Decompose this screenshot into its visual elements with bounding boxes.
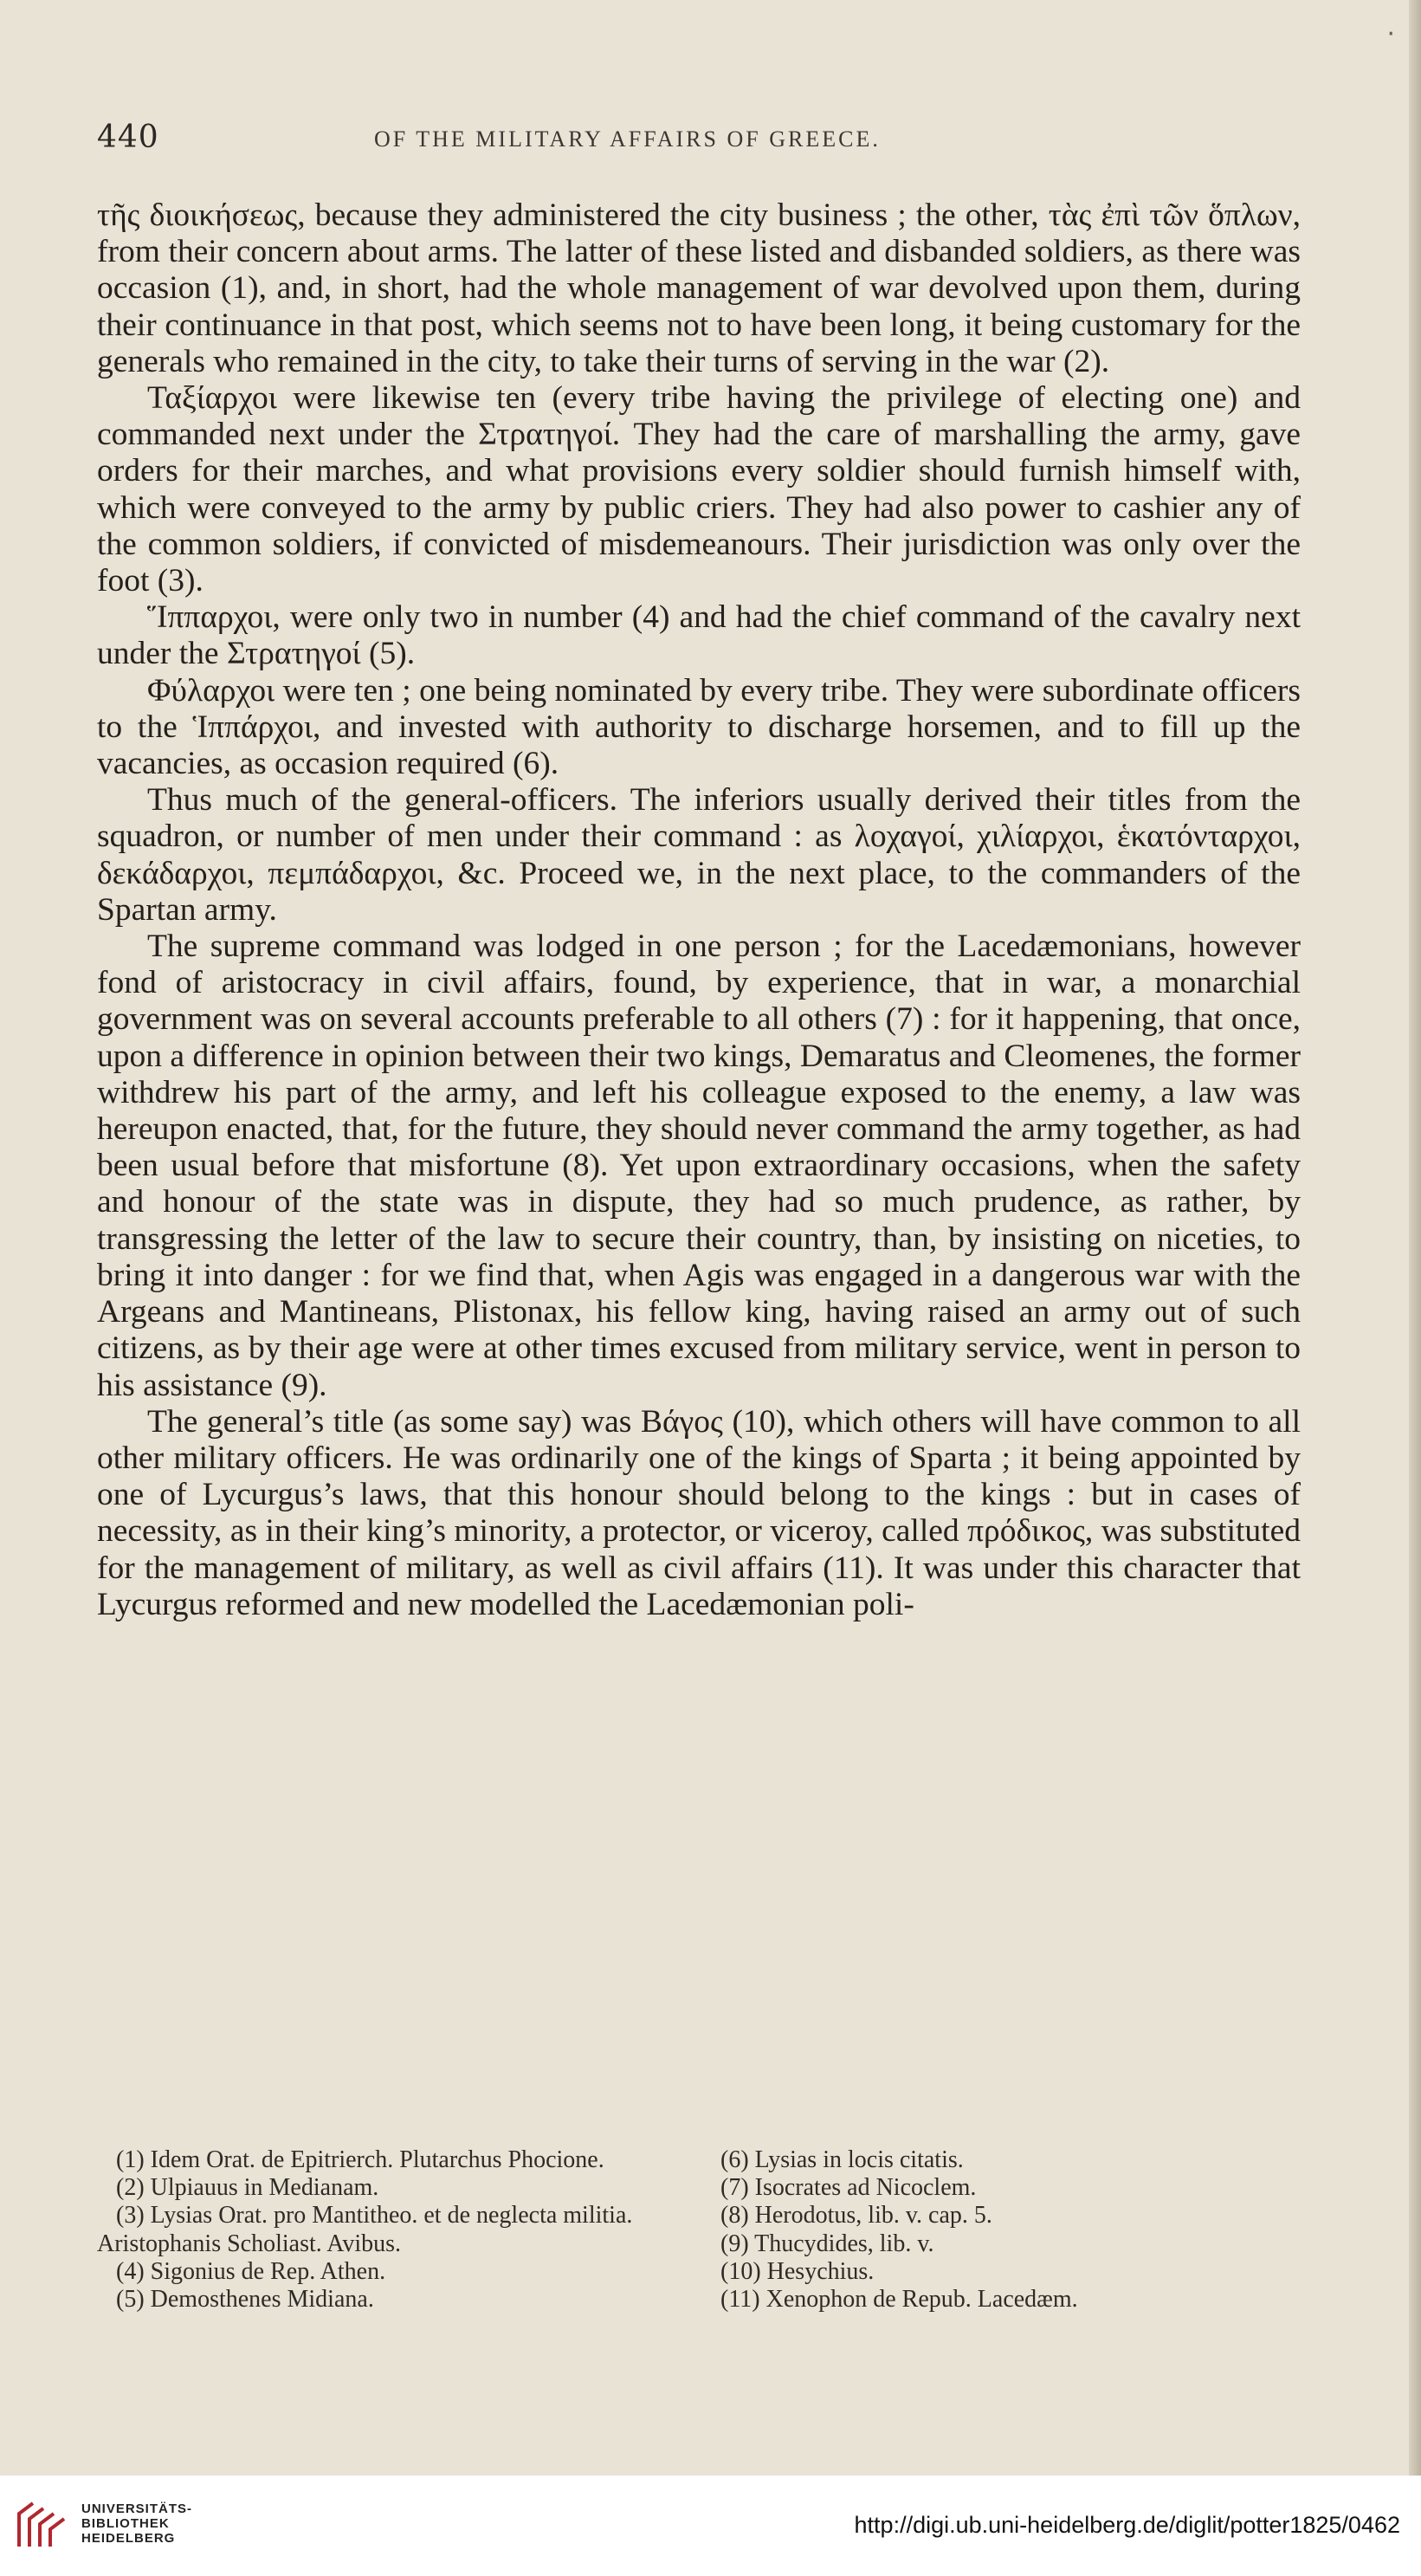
library-name-line: HEIDELBERG [81, 2531, 176, 2546]
footnotes-left-column [97, 2146, 651, 2314]
footnote: (10) Hesychius. [720, 2257, 875, 2285]
library-name-line: BIBLIOTHEK [81, 2516, 170, 2531]
footnote: (5) Demosthenes Midiana. [116, 2286, 374, 2314]
footnote: (9) Thucydides, lib. v. [720, 2230, 934, 2257]
page-header [97, 120, 1327, 172]
footnote: (11) Xenophon de Repub. Lacedæm. [720, 2286, 1078, 2314]
running-title: OF THE MILITARY AFFAIRS OF GREECE. [374, 126, 881, 152]
paragraph: Φύλαρχοι were ten ; one being nominated by every tribe. They were subordinate officers to the Ἱππάρχοι, and invested with authority to discharge horsemen, and to fill up the vacancies, as occasion required (6). [97, 672, 1301, 782]
footnote: (6) Lysias in locis citatis. [720, 2146, 964, 2173]
paragraph: The supreme command was lodged in one person ; for the Lacedæmonians, however fond of aristocracy in civil affairs, found, by experience, that in war, a monarchial government was on several accounts preferable to all others (7) : for it happening, that once, upon a difference in opinion between their two kings, Demaratus and Cleomenes, the former withdrew his part of the army, and left his colleague exposed to the enemy, a law was hereupon enacted, that, for the future, they should never command the army together, as had been usual before that misfortune (8). Yet upon extraordinary occasions, when the safety and honour of the state was in dispute, they had so much prudence, as rather, by transgressing the letter of the law to secure their country, than, by insisting on niceties, to bring it into danger : for we find that, when Agis was engaged in a dangerous war with the Argeans and Mantineans, Plistonax, his fellow king, having raised an army out of such citizens, as by their age were at other times excused from military service, went in person to his assistance (9). [97, 929, 1301, 1403]
paragraph: Thus much of the general-officers. The inferiors usually derived their titles from the squadron, or number of men under their command : as λοχαγοί, χιλίαρχοι, ἑκατόνταρχοι, δεκάδαρχοι, πεμπάδαρχοι, &c. Proceed we, in the next place, to the commanders of the Spartan army. [97, 782, 1301, 928]
paragraph: Ἵππαρχοι, were only two in number (4) and had the chief command of the cavalry next under the Στρατηγοί (5). [97, 599, 1301, 672]
footnote: (2) Ulpiauus in Medianam. [116, 2174, 379, 2202]
paragraph: τῆς διοικήσεως, because they administered the city business ; the other, τὰς ἐπὶ τῶν ὅπλων, from their concern about arms. The latter of these listed and disbanded soldiers, as there was occasion (1), and, in short, had the whole management of war devolved upon them, during their continuance in that post, which seems not to have been long, it being customary for the generals who remained in the city, to take their turns of serving in the war (2). [97, 197, 1301, 379]
viewer-footer [0, 2476, 1421, 2576]
footnote: (7) Isocrates ad Nicoclem. [720, 2174, 977, 2202]
main-text [97, 197, 1301, 1623]
footnote: (1) Idem Orat. de Epitrierch. Plutarchus Phocione. [116, 2146, 604, 2173]
permalink-url[interactable]: http://digi.ub.uni-heidelberg.de/diglit/potter1825/0462 [854, 2512, 1400, 2538]
university-library-logo-icon [12, 2495, 73, 2555]
footnotes-right-column [720, 2146, 1309, 2314]
paragraph: The general’s title (as some say) was Βάγος (10), which others will have common to all other military officers. He was ordinarily one of the kings of Sparta ; it being appointed by one of Lycurgus’s laws, that this honour should belong to the kings : but in cases of necessity, as in their king’s minority, a protector, or viceroy, called πρόδικος, was substituted for the management of military, as well as civil affairs (11). It was under this character that Lycurgus reformed and new modelled the Lacedæmonian poli- [97, 1403, 1301, 1622]
ink-speck-mark: · [1386, 19, 1395, 49]
footnote: (8) Herodotus, lib. v. cap. 5. [720, 2202, 992, 2230]
page-number: 440 [97, 120, 159, 155]
footnote: (3) Lysias Orat. pro Mantitheo. et de neglecta militia. Aristophanis Scholiast. Avibus. [97, 2202, 633, 2257]
library-name-line: UNIVERSITÄTS- [81, 2502, 193, 2516]
paragraph: Ταξίαρχοι were likewise ten (every tribe having the privilege of electing one) and commanded next under the Στρατηγοί. They had the care of marshalling the army, gave orders for their marches, and what provisions every soldier should furnish himself with, which were conveyed to the army by public criers. They had also power to cashier any of the common soldiers, if convicted of misdemeanours. Their jurisdiction was only over the foot (3). [97, 380, 1301, 599]
footnote: (4) Sigonius de Rep. Athen. [116, 2257, 386, 2285]
page-edge-shadow [1409, 0, 1421, 2476]
library-name [81, 2502, 192, 2546]
